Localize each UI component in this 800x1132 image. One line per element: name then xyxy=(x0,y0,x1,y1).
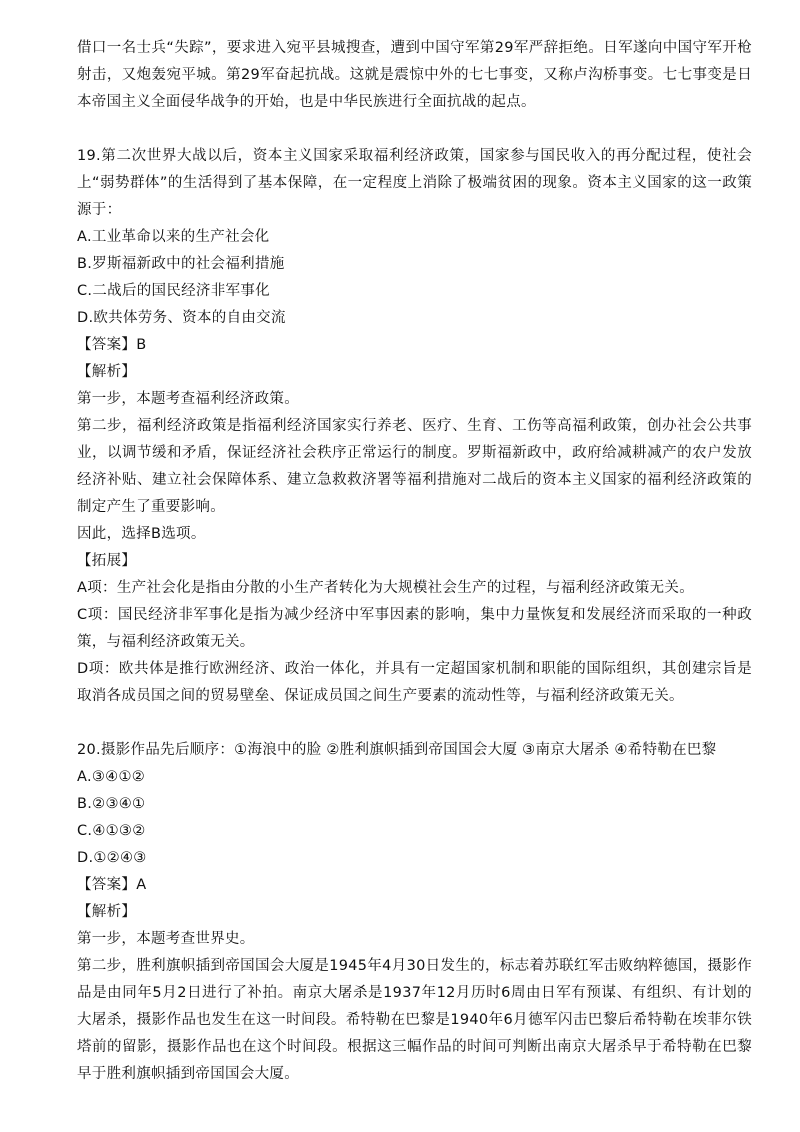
question-20 xyxy=(77,737,752,1088)
question-20-answer: 【答案】A xyxy=(77,877,147,893)
question-19-step-2: 第二步，福利经济政策是指福利经济国家实行养老、医疗、生育、工伤等高福利政策，创办社会公共事业，以调节缓和矛盾，保证经济社会秩序正常运行的制度。罗斯福新政中，政府给减耕减产的农户发放经济补贴、建立社会保障体系、建立急救救济署等福利措施对二战后的资本主义国家的福利经济政策的制定产生了重要影响。 xyxy=(77,418,752,515)
question-19 xyxy=(77,143,752,710)
question-19-extension-label: 【拓展】 xyxy=(77,553,137,569)
question-19-extension-d: D项：欧共体是推行欧洲经济、政治一体化，并具有一定超国家机制和职能的国际组织，其创建宗旨是取消各成员国之间的贸易壁垒、保证成员国之间生产要素的流动性等，与福利经济政策无关。 xyxy=(77,661,752,704)
question-20-option-c: C.④①③② xyxy=(77,823,146,839)
intro-paragraph: 借口一名士兵“失踪”，要求进入宛平县城搜查，遭到中国守军第29军严辞拒绝。日军遂向中国守军开枪射击，又炮轰宛平城。第29军奋起抗战。这就是震惊中外的七七事变，又称卢沟桥事变。七七事变是日本帝国主义全面侵华战争的开始，也是中华民族进行全面抗战的起点。 xyxy=(77,40,752,110)
question-20-stem: 20.摄影作品先后顺序：①海浪中的脸 ②胜利旗帜插到帝国国会大厦 ③南京大屠杀 ④希特勒在巴黎 xyxy=(77,742,717,758)
question-19-option-a: A.工业革命以来的生产社会化 xyxy=(77,229,270,245)
question-20-step-2: 第二步，胜利旗帜插到帝国国会大厦是1945年4月30日发生的，标志着苏联红军击败纳粹德国，摄影作品是由同年5月2日进行了补拍。南京大屠杀是1937年12月历时6周由日军有预谋、有组织、有计划的大屠杀，摄影作品也发生在这一时间段。希特勒在巴黎是1940年6月德军闪击巴黎后希特勒在埃菲尔铁塔前的留影，摄影作品也在这个时间段。根据这三幅作品的时间可判断出南京大屠杀早于希特勒在巴黎早于胜利旗帜插到帝国国会大厦。 xyxy=(77,958,752,1082)
question-20-step-1: 第一步，本题考查世界史。 xyxy=(77,931,255,947)
question-19-option-d: D.欧共体劳务、资本的自由交流 xyxy=(77,310,286,326)
question-19-extension-a: A项：生产社会化是指由分散的小生产者转化为大规模社会生产的过程，与福利经济政策无关。 xyxy=(77,580,695,596)
section-spacer xyxy=(77,710,752,737)
question-20-option-a: A.③④①② xyxy=(77,769,146,785)
question-19-analysis-label: 【解析】 xyxy=(77,364,137,380)
question-19-conclusion: 因此，选择B选项。 xyxy=(77,526,206,542)
question-20-option-d: D.①②④③ xyxy=(77,850,147,866)
question-19-step-1: 第一步，本题考查福利经济政策。 xyxy=(77,391,299,407)
question-19-option-b: B.罗斯福新政中的社会福利措施 xyxy=(77,256,285,272)
question-20-analysis-label: 【解析】 xyxy=(77,904,137,920)
question-19-stem: 19.第二次世界大战以后，资本主义国家采取福利经济政策，国家参与国民收入的再分配过程，使社会上“弱势群体”的生活得到了基本保障，在一定程度上消除了极端贫困的现象。资本主义国家的这一政策源于： xyxy=(77,148,752,218)
question-19-option-c: C.二战后的国民经济非军事化 xyxy=(77,283,270,299)
question-19-extension-c: C项：国民经济非军事化是指为减少经济中军事因素的影响，集中力量恢复和发展经济而采取的一种政策，与福利经济政策无关。 xyxy=(77,607,752,650)
question-20-option-b: B.②③④① xyxy=(77,796,146,812)
section-spacer xyxy=(77,116,752,143)
question-19-answer: 【答案】B xyxy=(77,337,147,353)
